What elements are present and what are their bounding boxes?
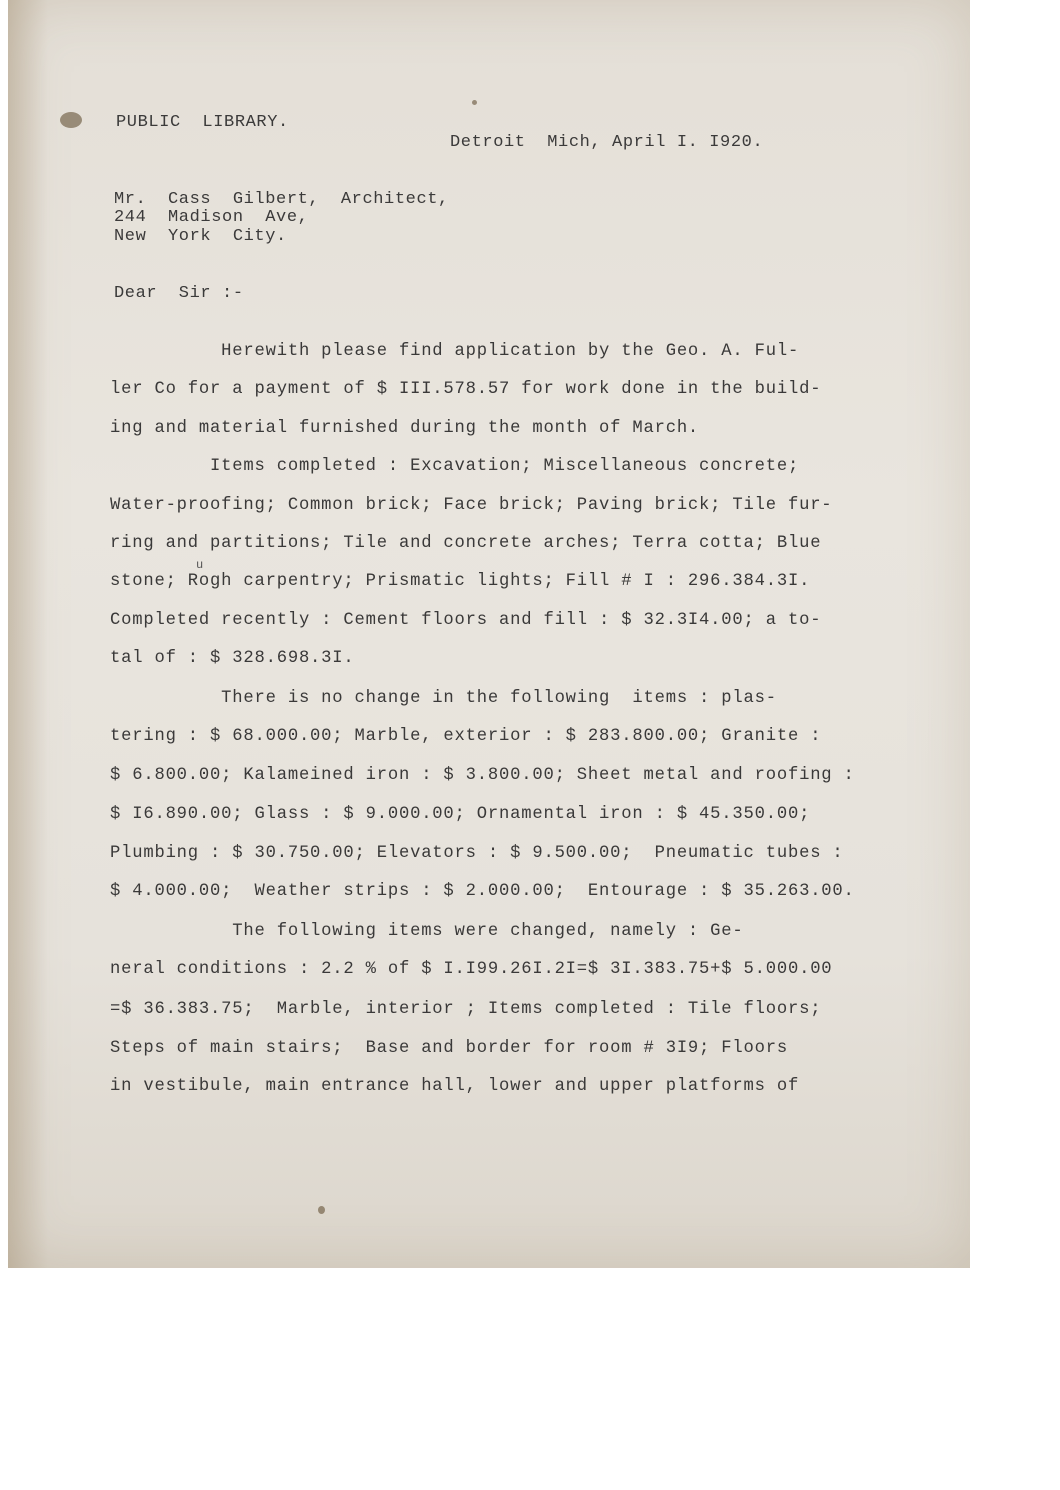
body-line: stone; Rogh carpentry; Prismatic lights; Fill # I : 296.384.3I. [110, 572, 811, 591]
body-line: in vestibule, main entrance hall, lower and upper platforms of [110, 1077, 800, 1096]
body-line: $ 6.800.00; Kalameined iron : $ 3.800.00; Sheet metal and roofing : [110, 766, 855, 785]
body-line: ler Co for a payment of $ III.578.57 for work done in the build- [110, 380, 822, 399]
recipient-line-2: 244 Madison Ave, [114, 208, 309, 227]
date-line: Detroit Mich, April I. I920. [450, 133, 764, 152]
recipient-line-3: New York City. [114, 227, 287, 246]
body-line: $ I6.890.00; Glass : $ 9.000.00; Ornamental iron : $ 45.350.00; [110, 805, 811, 824]
body-line: =$ 36.383.75; Marble, interior ; Items completed : Tile floors; [110, 1000, 822, 1019]
body-line: Water-proofing; Common brick; Face brick; Paving brick; Tile fur- [110, 496, 833, 515]
body-line: The following items were changed, namely : Ge- [110, 922, 744, 941]
ink-smudge [60, 112, 82, 128]
sheet-stain-edge [8, 0, 48, 1268]
ink-smudge [318, 1206, 325, 1214]
body-line: Completed recently : Cement floors and fill : $ 32.3I4.00; a to- [110, 611, 822, 630]
body-line: ring and partitions; Tile and concrete arches; Terra cotta; Blue [110, 534, 822, 553]
body-line: Steps of main stairs; Base and border for room # 3I9; Floors [110, 1039, 788, 1058]
body-line: neral conditions : 2.2 % of $ I.I99.26I.2I=$ 3I.383.75+$ 5.000.00 [110, 960, 833, 979]
body-line: Plumbing : $ 30.750.00; Elevators : $ 9.500.00; Pneumatic tubes : [110, 844, 844, 863]
body-line: $ 4.000.00; Weather strips : $ 2.000.00; Entourage : $ 35.263.00. [110, 882, 855, 901]
letterhead: PUBLIC LIBRARY. [116, 113, 289, 132]
body-line: There is no change in the following items : plas- [110, 689, 777, 708]
body-line: tering : $ 68.000.00; Marble, exterior : $ 283.800.00; Granite : [110, 727, 822, 746]
body-line: ing and material furnished during the month of March. [110, 419, 700, 438]
body-line: Herewith please find application by the Geo. A. Ful- [110, 342, 800, 361]
body-line: Items completed : Excavation; Miscellaneous concrete; [110, 457, 800, 476]
body-line: tal of : $ 328.698.3I. [110, 649, 355, 668]
handwritten-correction: u [196, 558, 204, 572]
ink-smudge [472, 100, 477, 105]
recipient-line-1: Mr. Cass Gilbert, Architect, [114, 190, 449, 209]
salutation: Dear Sir :- [114, 284, 244, 303]
